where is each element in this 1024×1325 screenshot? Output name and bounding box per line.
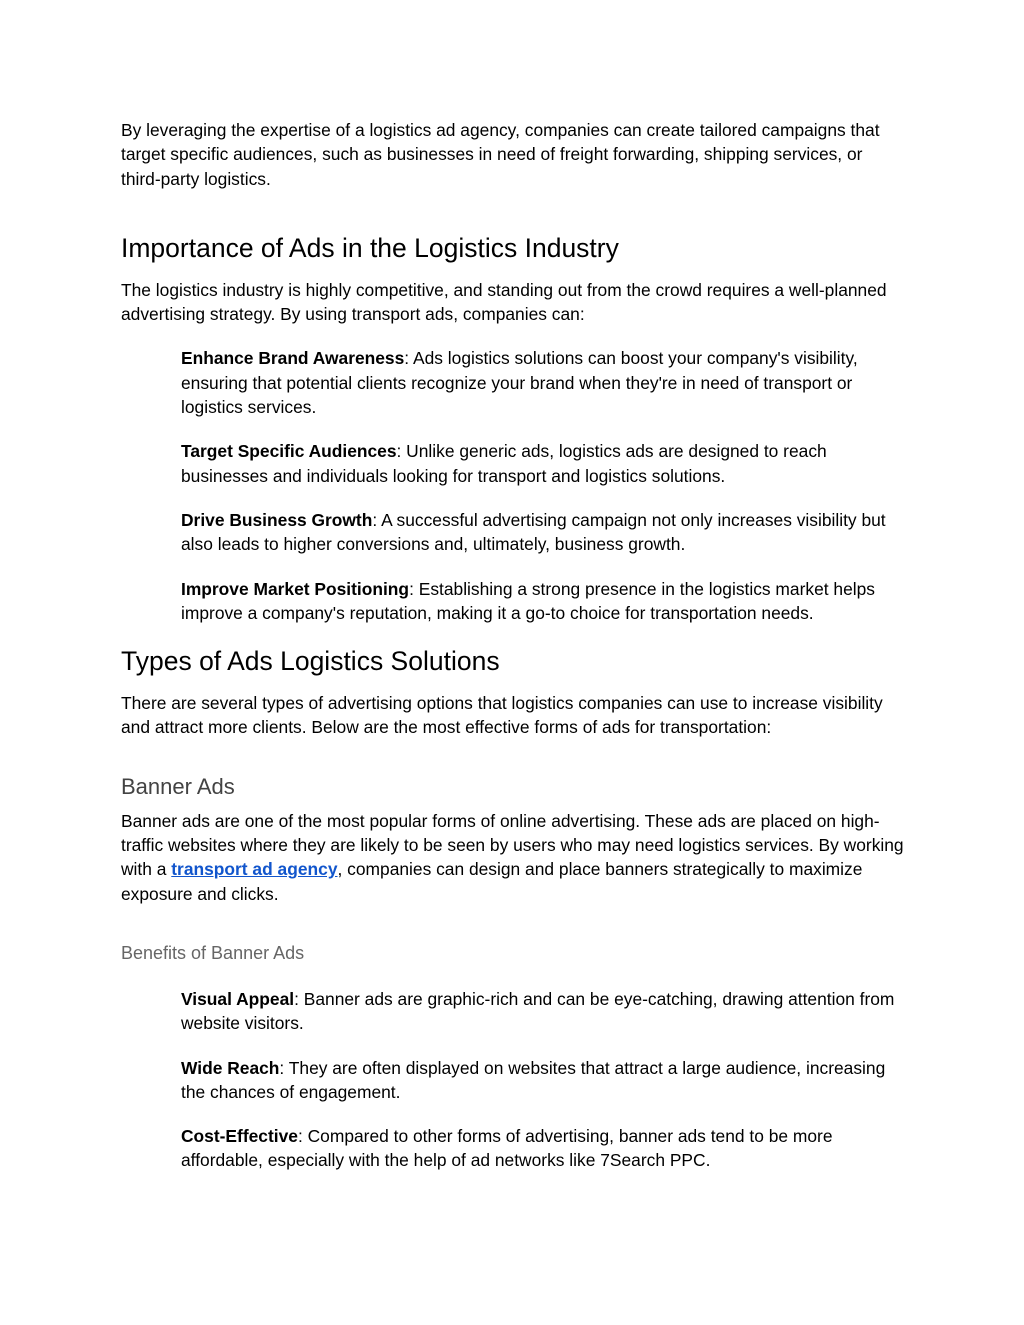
importance-lead-paragraph: The logistics industry is highly competitive, and standing out from the crowd requires a well-planned advertising strategy. By using transport ads, companies can: [121, 279, 887, 325]
item-term: Enhance Brand Awareness [181, 348, 405, 369]
list-item [181, 987, 906, 1036]
banner-text-after: , companies can design and place banners strategically to maximize exposure and clicks. [121, 859, 863, 904]
importance-list [121, 346, 906, 625]
transport-ad-agency-link[interactable]: transport ad agency [171, 859, 338, 880]
item-text: : They are often displayed on websites that attract a large audience, increasing the chances of engagement. [181, 1057, 886, 1102]
item-term: Wide Reach [181, 1057, 280, 1078]
item-text: : Establishing a strong presence in the logistics market helps improve a company's reputation, making it a go-to choice for transportation needs. [181, 578, 875, 623]
benefits-list [121, 987, 906, 1173]
item-term: Visual Appeal [181, 988, 295, 1009]
list-item [181, 439, 906, 488]
section-heading-importance: Importance of Ads in the Logistics Industry [121, 232, 619, 263]
section-heading-types: Types of Ads Logistics Solutions [121, 646, 500, 677]
item-text: : Banner ads are graphic-rich and can be eye-catching, drawing attention from website visitors. [181, 988, 895, 1034]
item-text: : Ads logistics solutions can boost your company's visibility, ensuring that potential clients recognize your brand when they're in need of transport or logistics services. [181, 348, 858, 418]
item-text: : A successful advertising campaign not only increases visibility but also leads to higher conversions and, ultimately, business growth. [181, 509, 886, 555]
list-item [181, 577, 906, 626]
list-item [181, 1056, 906, 1105]
banner-text-before: Banner ads are one of the most popular forms of online advertising. These ads are placed on high-traffic websites where they are likely to be seen by users who may need logistics services. By working with a [121, 810, 904, 880]
list-item [181, 508, 906, 557]
subheading-banner-ads: Banner Ads [121, 773, 235, 799]
item-text: : Compared to other forms of advertising, banner ads tend to be more affordable, especially with the help of ad networks like 7Search PPC. [181, 1126, 833, 1171]
item-term: Drive Business Growth [181, 509, 373, 530]
intro-paragraph: By leveraging the expertise of a logistics ad agency, companies can create tailored campaigns that target specific audiences, such as businesses in need of freight forwarding, shipping services, or third-party logistics. [121, 120, 880, 189]
list-item [181, 1124, 906, 1173]
subheading-benefits: Benefits of Banner Ads [121, 942, 305, 963]
types-lead-paragraph: There are several types of advertising options that logistics companies can use to increase visibility and attract more clients. Below are the most effective forms of ads for transportation: [121, 693, 883, 738]
list-item [181, 346, 906, 419]
item-term: Cost-Effective [181, 1126, 298, 1147]
item-term: Target Specific Audiences [181, 441, 397, 462]
banner-paragraph [121, 809, 906, 906]
item-text: : Unlike generic ads, logistics ads are designed to reach businesses and individuals looking for transport and logistics solutions. [181, 441, 827, 486]
item-term: Improve Market Positioning [181, 578, 410, 599]
document-page [121, 118, 906, 1193]
